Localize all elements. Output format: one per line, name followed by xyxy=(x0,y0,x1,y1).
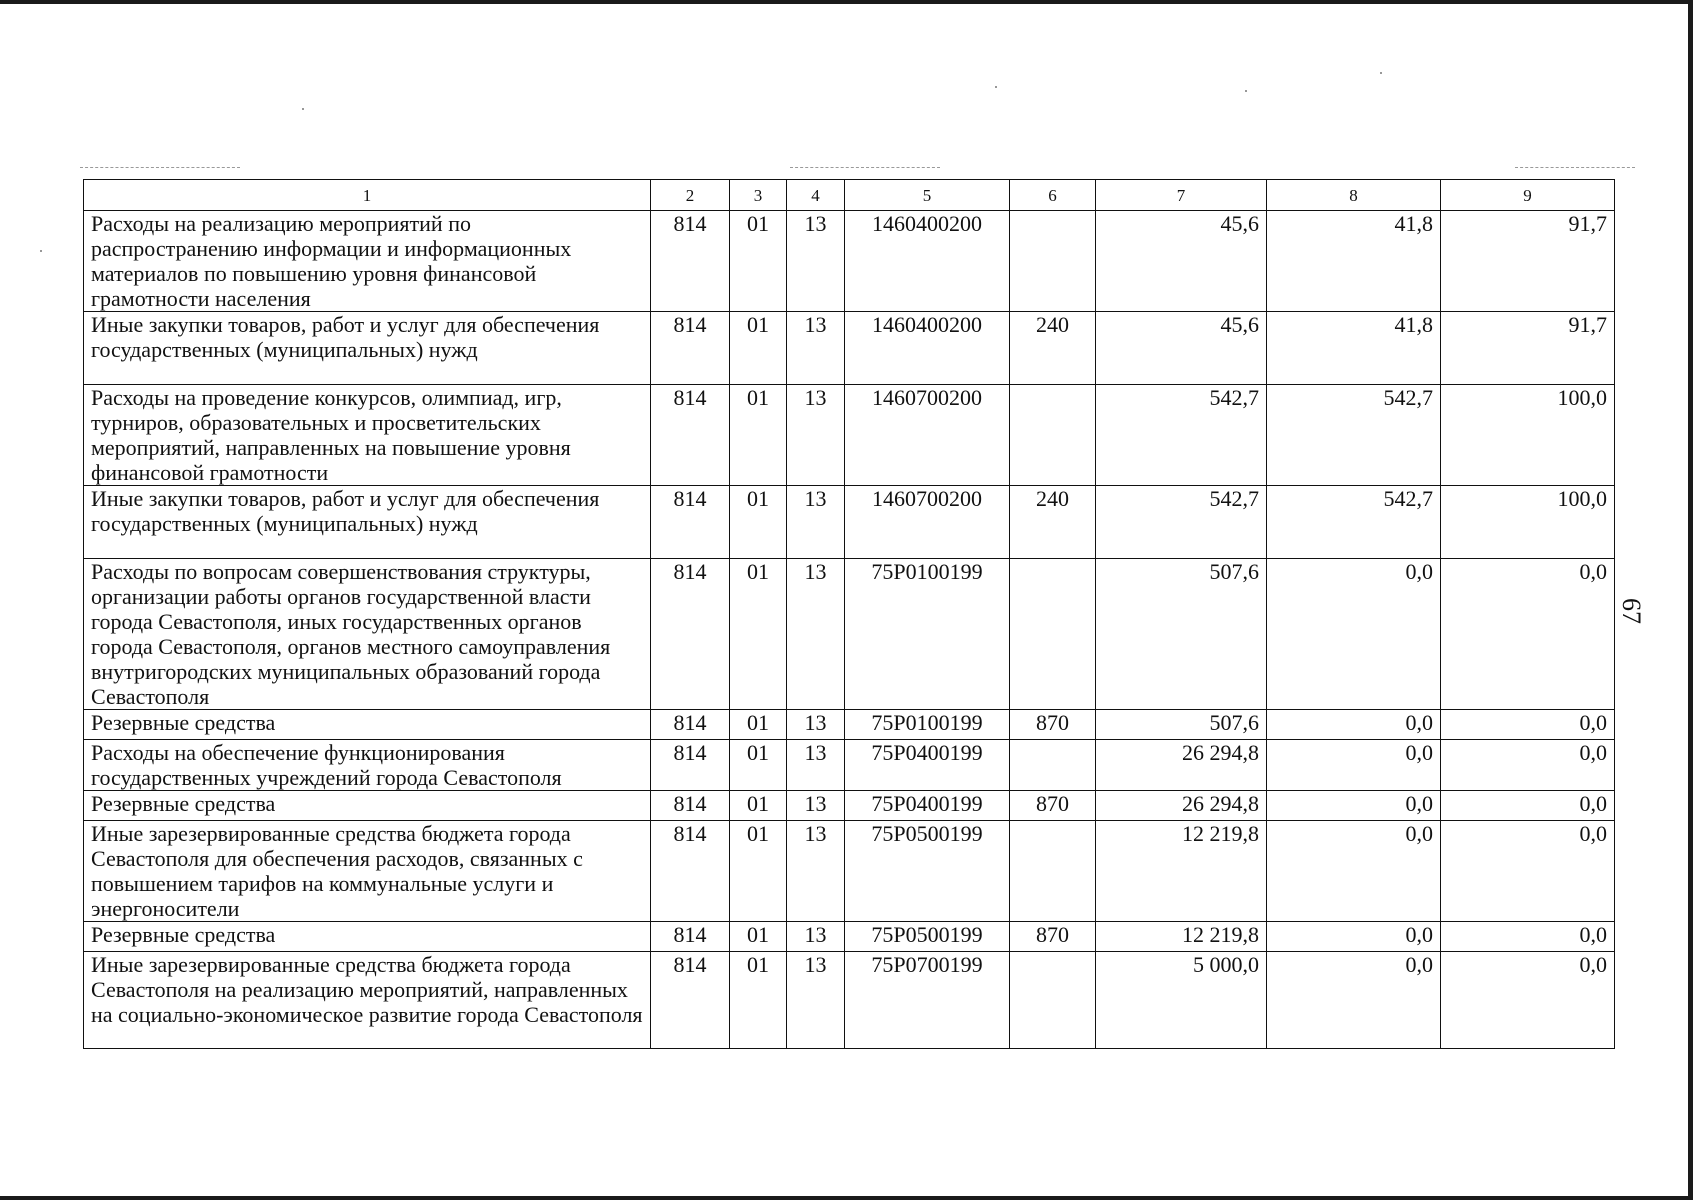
cell-execution-percent: 0,0 xyxy=(1441,791,1615,821)
cell-name: Иные зарезервированные средства бюджета города Севастополя для обеспечения расходов, связанных с повышением тарифов на коммунальные услуги и энергоносители xyxy=(84,821,651,922)
cell-name: Расходы на проведение конкурсов, олимпиад, игр, турниров, образовательных и просветительских мероприятий, направленных на повышение уровня финансовой грамотности xyxy=(84,385,651,486)
cell-subsection: 13 xyxy=(787,821,845,922)
cell-subsection: 13 xyxy=(787,710,845,740)
cell-execution-percent: 0,0 xyxy=(1441,821,1615,922)
cell-execution-percent: 0,0 xyxy=(1441,922,1615,952)
cell-target-article: 1460400200 xyxy=(845,211,1010,312)
scan-edge-top xyxy=(0,0,1693,4)
table-row xyxy=(84,821,1615,922)
cell-target-article: 1460400200 xyxy=(845,312,1010,385)
cell-target-article: 75P0100199 xyxy=(845,559,1010,710)
cell-execution-percent: 0,0 xyxy=(1441,559,1615,710)
table-row xyxy=(84,559,1615,710)
cell-subsection: 13 xyxy=(787,740,845,791)
cell-plan-amount: 542,7 xyxy=(1096,385,1267,486)
scan-speck xyxy=(995,86,997,88)
column-header-9: 9 xyxy=(1441,180,1615,211)
column-header-7: 7 xyxy=(1096,180,1267,211)
cell-execution-percent: 0,0 xyxy=(1441,740,1615,791)
cell-name: Резервные средства xyxy=(84,791,651,821)
cell-target-article: 75P0100199 xyxy=(845,710,1010,740)
cell-subsection: 13 xyxy=(787,922,845,952)
scan-dash-line xyxy=(80,167,240,170)
cell-plan-amount: 45,6 xyxy=(1096,211,1267,312)
cell-name: Иные зарезервированные средства бюджета города Севастополя на реализацию мероприятий, направленных на социально-экономическое развитие города Севастополя xyxy=(84,952,651,1049)
cell-plan-amount: 12 219,8 xyxy=(1096,821,1267,922)
cell-ministry-code: 814 xyxy=(651,312,730,385)
cell-expense-type xyxy=(1010,821,1096,922)
table-row xyxy=(84,922,1615,952)
column-header-2: 2 xyxy=(651,180,730,211)
cell-subsection: 13 xyxy=(787,559,845,710)
cell-expense-type: 240 xyxy=(1010,486,1096,559)
scan-dash-line xyxy=(790,167,940,170)
cell-plan-amount: 26 294,8 xyxy=(1096,740,1267,791)
scan-edge-bottom xyxy=(0,1196,1693,1200)
cell-subsection: 13 xyxy=(787,791,845,821)
cell-execution-percent: 100,0 xyxy=(1441,385,1615,486)
cell-expense-type: 870 xyxy=(1010,791,1096,821)
cell-execution-percent: 0,0 xyxy=(1441,710,1615,740)
column-header-6: 6 xyxy=(1010,180,1096,211)
cell-section: 01 xyxy=(730,486,787,559)
cell-section: 01 xyxy=(730,312,787,385)
cell-target-article: 75P0400199 xyxy=(845,740,1010,791)
cell-target-article: 75P0400199 xyxy=(845,791,1010,821)
cell-actual-amount: 542,7 xyxy=(1267,486,1441,559)
column-header-5: 5 xyxy=(845,180,1010,211)
cell-ministry-code: 814 xyxy=(651,559,730,710)
cell-ministry-code: 814 xyxy=(651,922,730,952)
column-header-3: 3 xyxy=(730,180,787,211)
cell-subsection: 13 xyxy=(787,312,845,385)
cell-expense-type xyxy=(1010,559,1096,710)
cell-section: 01 xyxy=(730,211,787,312)
cell-actual-amount: 0,0 xyxy=(1267,821,1441,922)
cell-section: 01 xyxy=(730,791,787,821)
scan-speck xyxy=(302,108,304,110)
cell-subsection: 13 xyxy=(787,486,845,559)
scan-dash-line xyxy=(1515,167,1635,170)
cell-expense-type: 240 xyxy=(1010,312,1096,385)
table-row xyxy=(84,486,1615,559)
cell-section: 01 xyxy=(730,559,787,710)
cell-target-article: 1460700200 xyxy=(845,486,1010,559)
cell-plan-amount: 507,6 xyxy=(1096,559,1267,710)
cell-execution-percent: 100,0 xyxy=(1441,486,1615,559)
cell-ministry-code: 814 xyxy=(651,821,730,922)
cell-ministry-code: 814 xyxy=(651,791,730,821)
cell-section: 01 xyxy=(730,922,787,952)
cell-ministry-code: 814 xyxy=(651,740,730,791)
cell-actual-amount: 0,0 xyxy=(1267,952,1441,1049)
cell-name: Иные закупки товаров, работ и услуг для обеспечения государственных (муниципальных) нужд xyxy=(84,486,651,559)
cell-plan-amount: 507,6 xyxy=(1096,710,1267,740)
cell-actual-amount: 0,0 xyxy=(1267,710,1441,740)
cell-ministry-code: 814 xyxy=(651,952,730,1049)
cell-expense-type xyxy=(1010,740,1096,791)
budget-table xyxy=(83,179,1615,1049)
cell-expense-type xyxy=(1010,385,1096,486)
cell-section: 01 xyxy=(730,710,787,740)
cell-name: Расходы на реализацию мероприятий по распространению информации и информационных материалов по повышению уровня финансовой грамотности населения xyxy=(84,211,651,312)
page-number: 67 xyxy=(1617,598,1646,624)
cell-section: 01 xyxy=(730,740,787,791)
cell-target-article: 75P0700199 xyxy=(845,952,1010,1049)
cell-actual-amount: 41,8 xyxy=(1267,312,1441,385)
table-header-row xyxy=(84,180,1615,211)
table-row xyxy=(84,791,1615,821)
cell-subsection: 13 xyxy=(787,385,845,486)
cell-execution-percent: 91,7 xyxy=(1441,211,1615,312)
table-row xyxy=(84,710,1615,740)
cell-expense-type xyxy=(1010,211,1096,312)
column-header-1: 1 xyxy=(84,180,651,211)
cell-execution-percent: 0,0 xyxy=(1441,952,1615,1049)
scan-speck xyxy=(40,250,42,252)
table-row xyxy=(84,312,1615,385)
cell-actual-amount: 0,0 xyxy=(1267,559,1441,710)
cell-ministry-code: 814 xyxy=(651,385,730,486)
scan-speck xyxy=(1380,72,1382,74)
cell-subsection: 13 xyxy=(787,211,845,312)
cell-plan-amount: 542,7 xyxy=(1096,486,1267,559)
cell-name: Расходы по вопросам совершенствования структуры, организации работы органов государственной власти города Севастополя, иных государственных органов города Севастополя, органов местного самоуправления внутригородских муниципальных образований города Севастополя xyxy=(84,559,651,710)
cell-actual-amount: 0,0 xyxy=(1267,791,1441,821)
cell-plan-amount: 45,6 xyxy=(1096,312,1267,385)
cell-actual-amount: 41,8 xyxy=(1267,211,1441,312)
cell-expense-type: 870 xyxy=(1010,710,1096,740)
cell-name: Иные закупки товаров, работ и услуг для обеспечения государственных (муниципальных) нужд xyxy=(84,312,651,385)
cell-section: 01 xyxy=(730,385,787,486)
cell-name: Резервные средства xyxy=(84,710,651,740)
cell-target-article: 1460700200 xyxy=(845,385,1010,486)
table-body xyxy=(84,211,1615,1049)
cell-name: Резервные средства xyxy=(84,922,651,952)
cell-ministry-code: 814 xyxy=(651,710,730,740)
cell-section: 01 xyxy=(730,821,787,922)
cell-actual-amount: 542,7 xyxy=(1267,385,1441,486)
cell-execution-percent: 91,7 xyxy=(1441,312,1615,385)
cell-target-article: 75P0500199 xyxy=(845,922,1010,952)
scan-speck xyxy=(1245,90,1247,92)
table-row xyxy=(84,740,1615,791)
column-header-4: 4 xyxy=(787,180,845,211)
cell-actual-amount: 0,0 xyxy=(1267,740,1441,791)
column-header-8: 8 xyxy=(1267,180,1441,211)
cell-section: 01 xyxy=(730,952,787,1049)
cell-expense-type xyxy=(1010,952,1096,1049)
cell-plan-amount: 26 294,8 xyxy=(1096,791,1267,821)
scan-edge-right xyxy=(1688,0,1693,1200)
cell-subsection: 13 xyxy=(787,952,845,1049)
cell-ministry-code: 814 xyxy=(651,211,730,312)
cell-plan-amount: 12 219,8 xyxy=(1096,922,1267,952)
cell-actual-amount: 0,0 xyxy=(1267,922,1441,952)
cell-name: Расходы на обеспечение функционирования государственных учреждений города Севастополя xyxy=(84,740,651,791)
table-row xyxy=(84,385,1615,486)
cell-expense-type: 870 xyxy=(1010,922,1096,952)
table-row xyxy=(84,211,1615,312)
cell-ministry-code: 814 xyxy=(651,486,730,559)
table-row xyxy=(84,952,1615,1049)
cell-target-article: 75P0500199 xyxy=(845,821,1010,922)
cell-plan-amount: 5 000,0 xyxy=(1096,952,1267,1049)
